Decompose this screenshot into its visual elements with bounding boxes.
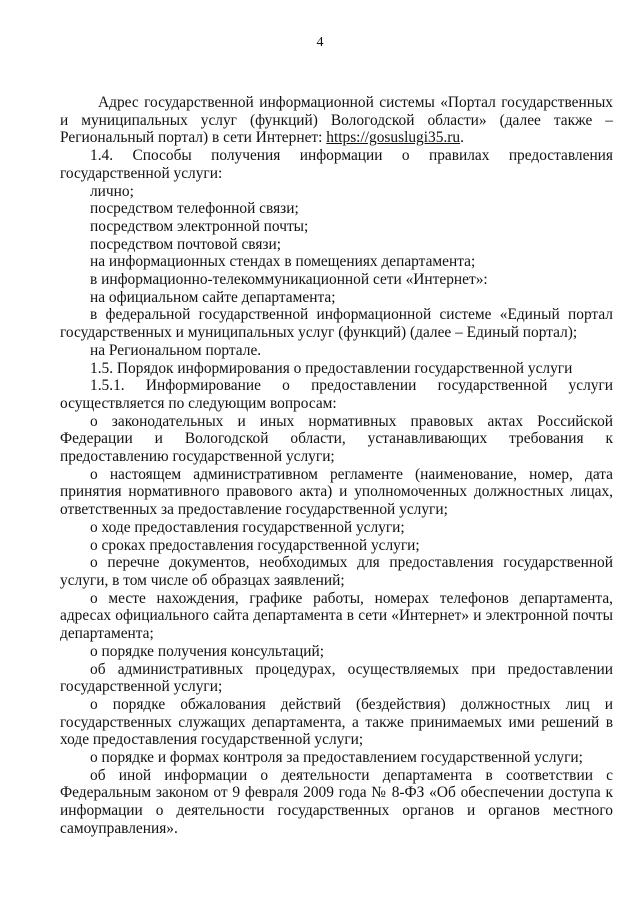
paragraph-1-4-heading: 1.4. Способы получения информации о правилах предоставления государственной услуги:	[60, 147, 613, 182]
list-item-phone: посредством телефонной связи;	[90, 200, 299, 218]
list-item-regulation: о настоящем административном регламенте (наименование, номер, дата принятия нормативного правового акта) и уполномоченных должностных лицах, ответственных за предоставление государственной услуги;	[60, 465, 613, 519]
paragraph-portal-address	[60, 94, 613, 147]
list-item-other-info: об иной информации о деятельности департамента в соответствии с Федеральным законом от 9 февраля 2009 года № 8-ФЗ «Об обеспечении доступа к информации о деятельности государственных органов и органов местного самоуправления».	[60, 766, 613, 837]
list-item-unified-portal: в федеральной государственной информационной системе «Единый портал государственных и муниципальных услуг (функций) (далее – Единый портал);	[60, 306, 613, 342]
paragraph-1-5-1: 1.5.1. Информирование о предоставлении государственной услуги осуществляется по следующим вопросам:	[60, 377, 613, 412]
list-item-email: посредством электронной почты;	[90, 217, 309, 235]
list-item-post: посредством почтовой связи;	[90, 235, 282, 253]
list-item-in-person: лично;	[90, 182, 134, 200]
paragraph-1-5-heading: 1.5. Порядок информирования о предоставлении государственной услуги	[90, 359, 573, 377]
list-item-official-site: на официальном сайте департамента;	[90, 288, 336, 306]
list-item-control: о порядке и формах контроля за предоставлением государственной услуги;	[90, 749, 583, 767]
list-item-terms: о сроках предоставления государственной услуги;	[90, 536, 420, 554]
list-item-location: о месте нахождения, графике работы, номерах телефонов департамента, адресах официального сайта департамента в сети «Интернет» и электронной почты департамента;	[60, 589, 613, 643]
list-item-documents: о перечне документов, необходимых для предоставления государственной услуги, в том числе об образцах заявлений;	[60, 554, 613, 589]
document-body	[60, 94, 613, 838]
list-item-appeals: о порядке обжалования действий (бездействия) должностных лиц и государственных служащих департамента, а также принимаемых ими решений в ходе предоставления государственной услуги;	[60, 695, 613, 749]
list-item-legislation: о законодательных и иных нормативных правовых актах Российской Федерации и Вологодской области, устанавливающих требования к предоставлению государственной услуги;	[60, 412, 613, 466]
portal-link[interactable]: https://gosuslugi35.ru	[326, 129, 461, 147]
page-number: 4	[316, 35, 324, 50]
list-item-stands: на информационных стендах в помещениях департамента;	[90, 253, 476, 271]
paragraph-text: Адрес государственной информационной системы «Портал государственных и муниципальных услуг (функций) Вологодской области» (далее также – Региональный портал) в сети Интернет:	[60, 94, 613, 147]
paragraph-text: .	[460, 129, 464, 147]
list-item-internet: в информационно-телекоммуникационной сети «Интернет»:	[90, 271, 488, 289]
list-item-procedures: об административных процедурах, осуществляемых при предоставлении государственной услуги;	[60, 660, 613, 696]
list-item-progress: о ходе предоставления государственной услуги;	[90, 518, 405, 536]
list-item-consultations: о порядке получения консультаций;	[90, 642, 325, 660]
list-item-regional-portal: на Региональном портале.	[90, 341, 262, 359]
